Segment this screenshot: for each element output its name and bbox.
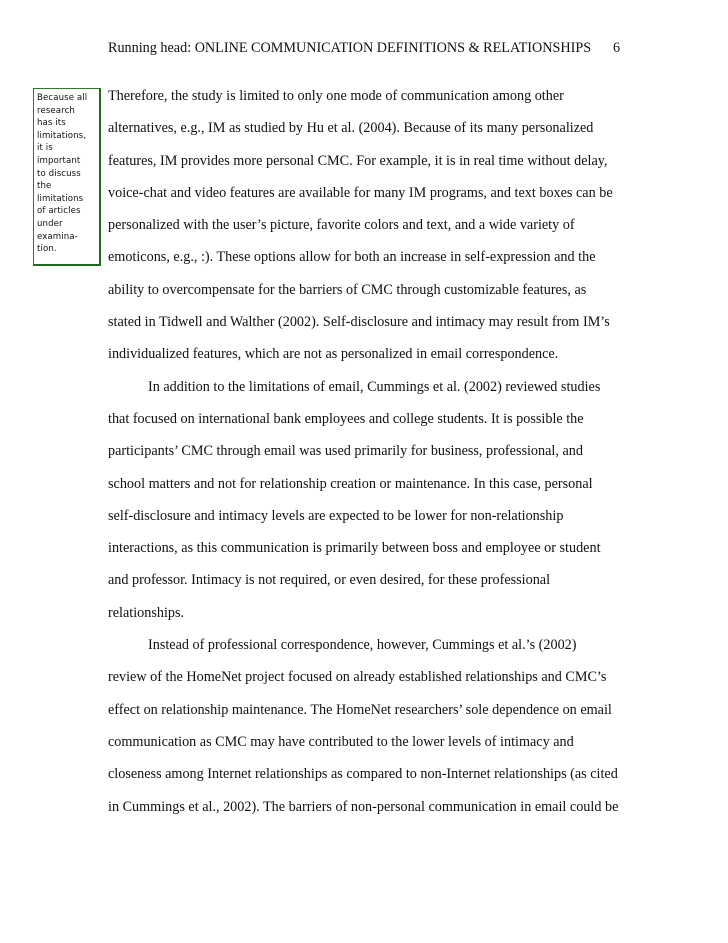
body-line: communication as CMC may have contributed to the lower levels of intimacy and <box>108 733 574 750</box>
body-line: that focused on international bank employees and college students. It is possible the <box>108 410 584 427</box>
body-line: closeness among Internet relationships as compared to non-Internet relationships (as cited <box>108 766 618 783</box>
margin-comment-line: tion. <box>37 244 57 255</box>
body-line: and professor. Intimacy is not required, or even desired, for these professional <box>108 572 551 589</box>
body-line: Therefore, the study is limited to only one mode of communication among other <box>108 88 564 104</box>
body-line: individualized features, which are not as personalized in email correspondence. <box>108 346 559 363</box>
body-line: school matters and not for relationship creation or maintenance. In this case, personal <box>108 475 593 492</box>
body-line: self-disclosure and intimacy levels are expected to be lower for non-relationship <box>108 507 564 524</box>
body-line: stated in Tidwell and Walther (2002). Self-disclosure and intimacy may result from IM’s <box>108 314 610 331</box>
margin-comment-line: examina- <box>37 231 78 242</box>
margin-comment-line: limitations <box>37 193 84 204</box>
margin-comment-line: the <box>37 181 52 192</box>
running-head: Running head: ONLINE COMMUNICATION DEFINITIONS & RELATIONSHIPS <box>108 40 592 56</box>
body-line: emoticons, e.g., :). These options allow for both an increase in self-expression and the <box>108 249 596 266</box>
body-line: features, IM provides more personal CMC. For example, it is in real time without delay, <box>108 152 608 169</box>
margin-comment-line: of articles <box>37 206 81 217</box>
margin-comment-line: to discuss <box>37 168 81 179</box>
margin-comment-line: has its <box>37 118 66 129</box>
body-line: effect on relationship maintenance. The HomeNet researchers’ sole dependence on email <box>108 701 612 718</box>
margin-comment-line: important <box>37 155 81 166</box>
body-line: interactions, as this communication is primarily between boss and employee or student <box>108 540 601 557</box>
body-line: ability to overcompensate for the barriers of CMC through customizable features, as <box>108 281 587 298</box>
margin-comment-line: limitations, <box>37 130 87 141</box>
body-text <box>108 87 628 830</box>
margin-comment-line: under <box>37 218 63 229</box>
margin-comment-box <box>33 88 101 266</box>
margin-comment-line: research <box>37 105 75 116</box>
margin-comment-line: Because all <box>37 93 88 103</box>
paragraph-start-line: Instead of professional correspondence, however, Cummings et al.’s (2002) <box>148 637 577 654</box>
body-line: voice-chat and video features are available for many IM programs, and text boxes can be <box>108 184 613 201</box>
body-line: review of the HomeNet project focused on already established relationships and CMC’s <box>108 669 607 686</box>
body-line: in Cummings et al., 2002). The barriers of non-personal communication in email could be <box>108 798 619 815</box>
paragraph-start-line: In addition to the limitations of email, Cummings et al. (2002) reviewed studies <box>148 378 601 395</box>
body-line: participants’ CMC through email was used primarily for business, professional, and <box>108 443 583 460</box>
body-line: relationships. <box>108 604 185 621</box>
body-line: personalized with the user’s picture, favorite colors and text, and a wide variety of <box>108 217 575 234</box>
margin-comment-line: it is <box>37 143 53 154</box>
page-number: 6 <box>613 40 621 56</box>
body-line: alternatives, e.g., IM as studied by Hu et al. (2004). Because of its many personalized <box>108 120 594 137</box>
margin-comment-text <box>37 92 96 256</box>
